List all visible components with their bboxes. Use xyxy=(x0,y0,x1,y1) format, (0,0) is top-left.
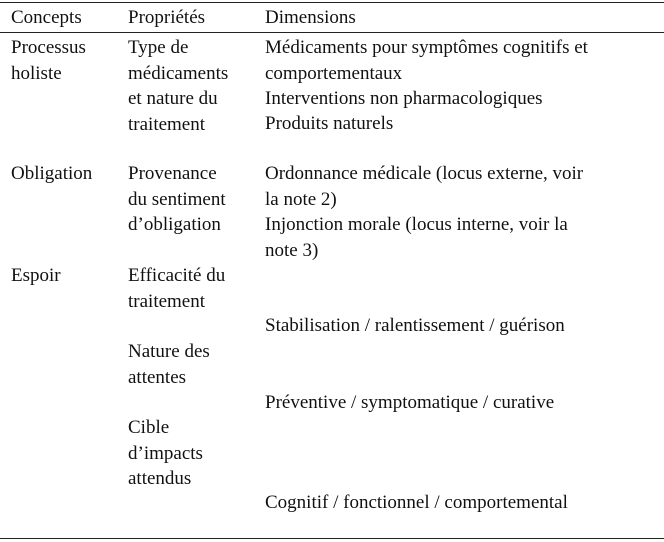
row-1-dimension-2 xyxy=(265,86,543,112)
row-1-dimension-3 xyxy=(265,111,393,137)
row-2-dimension-2-line-1: Injonction morale (locus interne, voir la xyxy=(265,214,568,235)
row-3-dimension-2-line-1: Préventive / symptomatique / curative xyxy=(265,392,555,413)
row-3-concept xyxy=(11,263,61,289)
row-2-property-1-line-1: Provenance xyxy=(128,163,217,184)
row-2-dimension-1-line-1: Ordonnance médicale (locus externe, voir xyxy=(265,163,584,184)
table-top-rule xyxy=(0,2,664,3)
table-bottom-rule xyxy=(0,538,664,539)
row-1-concept-line-2: holiste xyxy=(11,62,62,84)
row-3-dimension-2 xyxy=(265,390,554,416)
row-2-property-1-line-2: du sentiment xyxy=(128,188,226,210)
row-3-property-1-line-1: Efficacité du xyxy=(128,265,226,286)
row-1-dimension-1 xyxy=(265,35,588,86)
row-2-concept xyxy=(11,161,92,187)
header-proprietes: Propriétés xyxy=(128,7,206,28)
header-concepts: Concepts xyxy=(11,7,82,28)
row-2-dimension-1-line-2: la note 2) xyxy=(265,188,337,210)
table-header-rule xyxy=(0,32,664,33)
row-2-concept-line-1: Obligation xyxy=(11,163,93,184)
row-2-property-1 xyxy=(128,161,226,238)
row-1-concept-line-1: Processus xyxy=(11,37,86,58)
row-1-dimension-1-line-1: Médicaments pour symptômes cognitifs et xyxy=(265,37,588,58)
row-3-property-1 xyxy=(128,263,225,314)
row-3-property-3-line-3: attendus xyxy=(128,468,192,489)
row-1-property-1-line-4: traitement xyxy=(128,113,206,135)
row-2-dimension-2-line-2: note 3) xyxy=(265,239,319,261)
row-3-property-3-line-1: Cible xyxy=(128,417,170,438)
row-3-dimension-1 xyxy=(265,313,565,339)
row-2-property-1-line-3: d’obligation xyxy=(128,214,221,235)
row-1-concept xyxy=(11,35,86,86)
row-1-property-1 xyxy=(128,35,228,137)
row-3-concept-line-1: Espoir xyxy=(11,265,61,286)
row-3-property-1-line-2: traitement xyxy=(128,290,206,312)
row-3-property-2-line-1: Nature des xyxy=(128,341,210,362)
row-3-property-2-line-2: attentes xyxy=(128,366,187,388)
row-3-dimension-1-line-1: Stabilisation / ralentissement / guérison xyxy=(265,315,565,336)
row-3-property-3-line-2: d’impacts xyxy=(128,442,203,464)
row-1-property-1-line-2: médicaments xyxy=(128,62,229,84)
row-1-dimension-3-line-1: Produits naturels xyxy=(265,113,394,134)
row-3-dimension-3 xyxy=(265,490,568,516)
row-3-property-2 xyxy=(128,339,210,390)
row-3-dimension-3-line-1: Cognitif / fonctionnel / comportemental xyxy=(265,492,568,513)
row-2-dimension-1 xyxy=(265,161,583,212)
header-dimensions: Dimensions xyxy=(265,7,356,28)
row-1-property-1-line-1: Type de xyxy=(128,37,189,58)
row-1-dimension-2-line-1: Interventions non pharmacologiques xyxy=(265,88,543,109)
row-2-dimension-2 xyxy=(265,212,568,263)
row-3-property-3 xyxy=(128,415,203,492)
row-1-property-1-line-3: et nature du xyxy=(128,88,218,109)
row-1-dimension-1-line-2: comportementaux xyxy=(265,62,403,84)
